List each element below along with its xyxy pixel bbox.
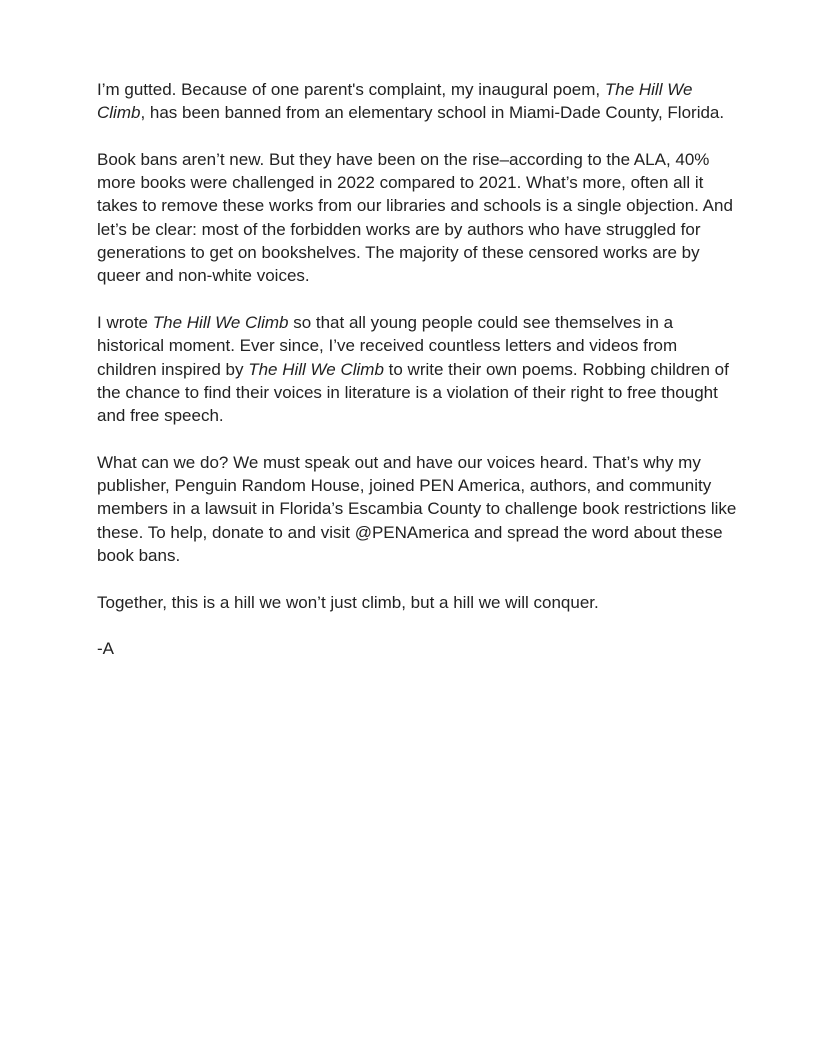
poem-title: The Hill We Climb bbox=[97, 80, 693, 123]
p1-text-end: , has been banned from an elementary school in Miami-Dade County, Florida. bbox=[140, 103, 725, 123]
p3-text-middle: so that all young people could see themselves in a historical moment. Ever since, I’ve received countless letters and videos from children inspired by bbox=[97, 312, 678, 379]
p3-text-end: to write their own poems. Robbing children of the chance to find their voices in literature is a violation of their right to free thought and free speech. bbox=[97, 359, 729, 426]
p3-text-start: I wrote bbox=[97, 312, 153, 332]
paragraph-ban-announcement bbox=[97, 78, 737, 125]
paragraph-book-bans: Book bans aren’t new. But they have been on the rise–according to the ALA, 40% more books were challenged in 2022 compared to 2021. What’s more, often all it takes to remove these works from our libraries and schools is a single objection. And let’s be clear: most of the forbidden works are by authors who have struggled for generations to get on bookshelves. The majority of these censored works are by queer and non-white voices. bbox=[97, 149, 733, 286]
paragraph-why-written bbox=[97, 311, 737, 427]
p1-text-start: I’m gutted. Because of one parent's complaint, my inaugural poem, bbox=[97, 80, 605, 99]
poem-title: The Hill We Climb bbox=[248, 359, 384, 379]
paragraph-closing: Together, this is a hill we won’t just climb, but a hill we will conquer. bbox=[97, 592, 599, 612]
paragraph-call-to-action: What can we do? We must speak out and have our voices heard. That’s why my publisher, Penguin Random House, joined PEN America, authors, and community members in a lawsuit in Florida’s Escambia County to challenge book restrictions like these. To help, donate to and visit @PENAmerica and spread the word about these book bans. bbox=[97, 452, 737, 565]
letter-body bbox=[97, 78, 737, 684]
poem-title: The Hill We Climb bbox=[152, 312, 289, 332]
signature: -A bbox=[97, 639, 114, 659]
